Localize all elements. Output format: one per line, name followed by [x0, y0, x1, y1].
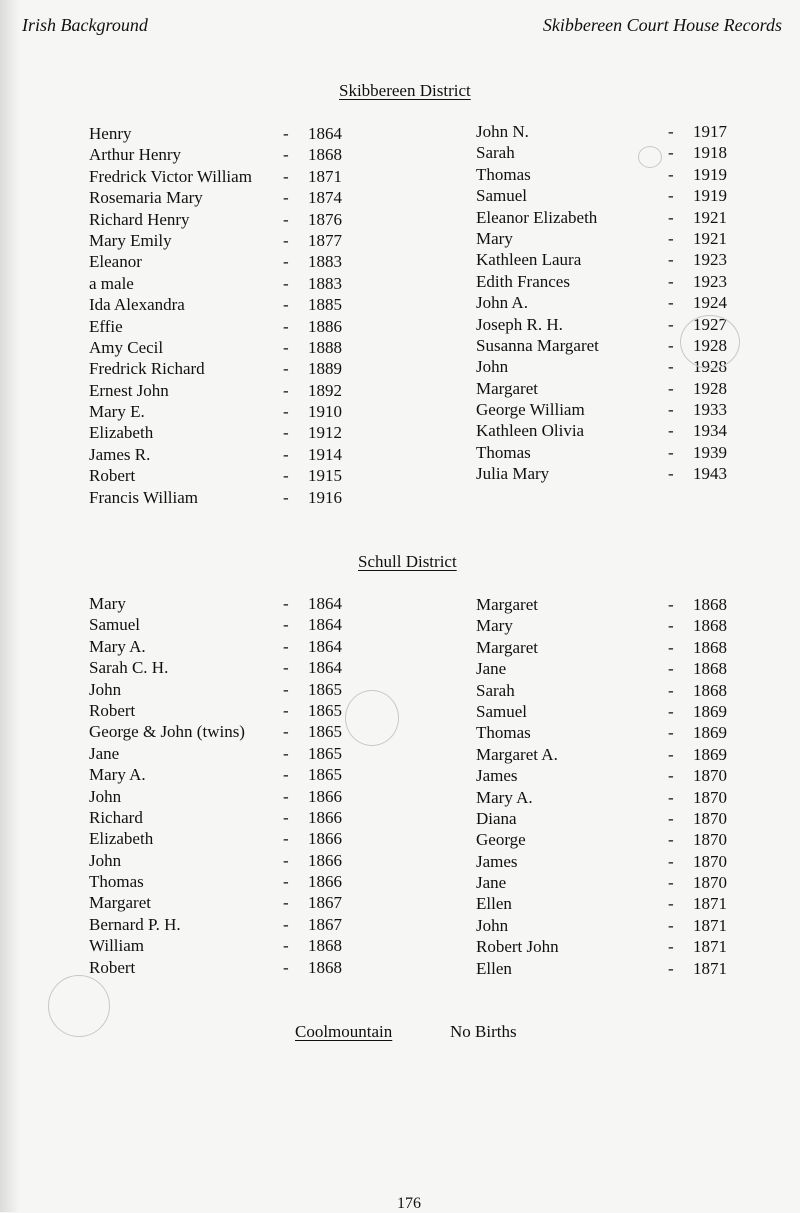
birth-name: George William [476, 400, 585, 420]
birth-year: 1871 [693, 894, 727, 914]
birth-name: Robert John [476, 937, 559, 957]
birth-year: 1864 [308, 615, 342, 635]
birth-name: Margaret [476, 595, 538, 614]
birth-year: 1870 [693, 808, 727, 828]
separator-dash: - [668, 616, 674, 636]
birth-name: Robert [89, 466, 136, 486]
birth-year: 1883 [308, 273, 342, 293]
separator-dash: - [283, 337, 289, 357]
separator-dash: - [283, 807, 289, 827]
separator-dash: - [283, 829, 289, 849]
birth-year: 1876 [308, 209, 342, 229]
separator-dash: - [668, 937, 674, 957]
separator-dash: - [283, 893, 289, 913]
birth-name: Julia Mary [476, 464, 550, 484]
birth-year: 1919 [693, 164, 727, 184]
birth-year: 1866 [308, 807, 342, 827]
separator-dash: - [283, 380, 289, 400]
separator-dash: - [668, 228, 674, 248]
birth-name: Henry [89, 124, 132, 143]
birth-year: 1870 [693, 830, 727, 850]
coolmountain-title: Coolmountain [295, 1022, 393, 1041]
birth-year: 1866 [308, 872, 342, 892]
birth-name: Susanna Margaret [476, 335, 599, 355]
birth-name: Mary E. [89, 402, 145, 422]
separator-dash: - [283, 658, 289, 678]
birth-name: James [476, 766, 518, 786]
separator-dash: - [668, 851, 674, 871]
birth-year: 1870 [693, 766, 727, 786]
separator-dash: - [668, 357, 674, 377]
separator-dash: - [283, 636, 289, 656]
birth-year: 1916 [308, 487, 342, 507]
birth-year: 1910 [308, 402, 342, 422]
birth-year: 1921 [693, 207, 727, 227]
birth-name: Richard Henry [89, 209, 190, 229]
paper-stain [345, 690, 399, 746]
coolmountain-note: No Births [450, 1022, 517, 1041]
birth-year: 1865 [308, 700, 342, 720]
birth-name: Sarah [476, 680, 515, 700]
birth-year: 1928 [693, 357, 727, 377]
separator-dash: - [668, 787, 674, 807]
birth-year: 1877 [308, 230, 342, 250]
birth-name: a male [89, 273, 134, 293]
separator-dash: - [283, 209, 289, 229]
separator-dash: - [668, 164, 674, 184]
birth-name: Edith Frances [476, 271, 570, 291]
separator-dash: - [668, 400, 674, 420]
separator-dash: - [283, 594, 289, 613]
birth-name: Robert [89, 700, 136, 720]
birth-year: 1868 [308, 936, 342, 956]
birth-name: Kathleen Olivia [476, 421, 585, 441]
birth-year: 1939 [693, 442, 727, 462]
separator-dash: - [283, 316, 289, 336]
separator-dash: - [668, 680, 674, 700]
separator-dash: - [668, 894, 674, 914]
birth-year: 1870 [693, 873, 727, 893]
separator-dash: - [283, 936, 289, 956]
separator-dash: - [668, 723, 674, 743]
separator-dash: - [283, 765, 289, 785]
header-right: Skibbereen Court House Records [542, 15, 782, 35]
birth-name: Amy Cecil [89, 337, 164, 357]
birth-name: Joseph R. H. [476, 314, 563, 334]
birth-name: James R. [89, 444, 151, 464]
birth-year: 1885 [308, 295, 342, 315]
separator-dash: - [283, 743, 289, 763]
birth-year: 1864 [308, 594, 342, 613]
birth-year: 1865 [308, 722, 342, 742]
birth-name: Margaret [476, 637, 538, 657]
separator-dash: - [668, 830, 674, 850]
separator-dash: - [668, 701, 674, 721]
separator-dash: - [283, 679, 289, 699]
paper-stain [680, 315, 740, 369]
birth-year: 1933 [693, 400, 727, 420]
birth-name: John [476, 357, 509, 377]
birth-year: 1871 [693, 958, 727, 978]
separator-dash: - [668, 958, 674, 978]
birth-name: James [476, 851, 518, 871]
separator-dash: - [668, 744, 674, 764]
birth-year: 1868 [693, 659, 727, 679]
birth-year: 1864 [308, 658, 342, 678]
birth-name: Margaret [89, 893, 151, 913]
birth-year: 1870 [693, 851, 727, 871]
separator-dash: - [283, 402, 289, 422]
birth-name: Kathleen Laura [476, 250, 582, 270]
birth-year: 1889 [308, 359, 342, 379]
separator-dash: - [668, 186, 674, 206]
birth-year: 1912 [308, 423, 342, 443]
separator-dash: - [283, 230, 289, 250]
separator-dash: - [668, 378, 674, 398]
birth-name: Mary A. [89, 765, 146, 785]
birth-year: 1871 [308, 166, 342, 186]
separator-dash: - [283, 359, 289, 379]
separator-dash: - [668, 421, 674, 441]
birth-name: John A. [476, 293, 528, 313]
birth-name: Samuel [476, 701, 527, 721]
birth-year: 1866 [308, 850, 342, 870]
separator-dash: - [668, 314, 674, 334]
birth-name: Ernest John [89, 380, 169, 400]
separator-dash: - [283, 914, 289, 934]
birth-year: 1868 [308, 145, 342, 165]
birth-name: Mary [476, 228, 513, 248]
birth-year: 1871 [693, 915, 727, 935]
separator-dash: - [668, 335, 674, 355]
birth-year: 1928 [693, 335, 727, 355]
birth-year: 1868 [693, 680, 727, 700]
separator-dash: - [668, 637, 674, 657]
birth-name: Thomas [89, 872, 144, 892]
separator-dash: - [668, 293, 674, 313]
birth-name: Richard [89, 807, 143, 827]
birth-year: 1923 [693, 271, 727, 291]
page-number: 176 [397, 1195, 421, 1212]
birth-year: 1892 [308, 380, 342, 400]
birth-name: Mary [476, 616, 513, 636]
birth-year: 1914 [308, 444, 342, 464]
birth-name: Jane [476, 659, 507, 679]
separator-dash: - [283, 273, 289, 293]
birth-year: 1924 [693, 293, 727, 313]
birth-name: Samuel [476, 186, 527, 206]
separator-dash: - [668, 659, 674, 679]
birth-year: 1921 [693, 228, 727, 248]
separator-dash: - [283, 145, 289, 165]
birth-year: 1865 [308, 679, 342, 699]
birth-name: Jane [476, 873, 507, 893]
birth-year: 1864 [308, 636, 342, 656]
birth-name: George [476, 830, 526, 850]
birth-year: 1919 [693, 186, 727, 206]
birth-name: George & John (twins) [89, 722, 245, 742]
birth-year: 1917 [693, 122, 727, 141]
birth-year: 1868 [693, 616, 727, 636]
birth-name: Margaret [476, 378, 538, 398]
birth-year: 1928 [693, 378, 727, 398]
birth-year: 1923 [693, 250, 727, 270]
birth-year: 1886 [308, 316, 342, 336]
birth-year: 1869 [693, 723, 727, 743]
birth-name: John [89, 786, 122, 806]
separator-dash: - [283, 615, 289, 635]
separator-dash: - [283, 850, 289, 870]
birth-name: Bernard P. H. [89, 914, 181, 934]
birth-name: Eleanor [89, 252, 142, 272]
birth-year: 1865 [308, 765, 342, 785]
birth-year: 1865 [308, 743, 342, 763]
birth-year: 1864 [308, 124, 342, 143]
birth-year: 1888 [308, 337, 342, 357]
separator-dash: - [668, 250, 674, 270]
birth-name: Thomas [476, 164, 531, 184]
birth-year: 1871 [693, 937, 727, 957]
separator-dash: - [283, 444, 289, 464]
birth-name: Diana [476, 808, 517, 828]
birth-year: 1927 [693, 314, 727, 334]
birth-year: 1868 [693, 595, 727, 614]
birth-name: Effie [89, 316, 123, 336]
separator-dash: - [668, 207, 674, 227]
birth-name: Samuel [89, 615, 140, 635]
birth-name: Ellen [476, 894, 512, 914]
header-left: Irish Background [22, 15, 148, 35]
paper-stain [638, 146, 662, 168]
separator-dash: - [668, 915, 674, 935]
separator-dash: - [283, 295, 289, 315]
birth-year: 1869 [693, 701, 727, 721]
birth-name: Ida Alexandra [89, 295, 185, 315]
separator-dash: - [668, 808, 674, 828]
birth-name: Jane [89, 743, 120, 763]
separator-dash: - [283, 466, 289, 486]
birth-name: Fredrick Richard [89, 359, 205, 379]
birth-name: Thomas [476, 442, 531, 462]
birth-name: Sarah C. H. [89, 658, 169, 678]
birth-name: Francis William [89, 487, 199, 507]
birth-name: Rosemaria Mary [89, 188, 203, 208]
paper-stain [48, 975, 110, 1037]
birth-name: Sarah [476, 143, 515, 163]
separator-dash: - [668, 122, 674, 141]
birth-year: 1866 [308, 829, 342, 849]
birth-year: 1868 [308, 957, 342, 977]
birth-name: Margaret A. [476, 744, 558, 764]
skibbereen-district-title: Skibbereen District [339, 81, 471, 100]
birth-name: John [89, 679, 122, 699]
birth-name: Mary [89, 594, 126, 613]
separator-dash: - [668, 442, 674, 462]
birth-name: Arthur Henry [89, 145, 182, 165]
birth-year: 1943 [693, 464, 727, 484]
separator-dash: - [283, 124, 289, 143]
birth-name: John [476, 915, 509, 935]
schull-district-title: Schull District [358, 552, 457, 571]
separator-dash: - [668, 766, 674, 786]
separator-dash: - [283, 786, 289, 806]
separator-dash: - [283, 423, 289, 443]
birth-name: William [89, 936, 145, 956]
birth-year: 1874 [308, 188, 342, 208]
birth-name: Thomas [476, 723, 531, 743]
birth-name: Fredrick Victor William [89, 166, 252, 186]
birth-name: Robert [89, 957, 136, 977]
separator-dash: - [668, 271, 674, 291]
birth-name: Mary A. [476, 787, 533, 807]
separator-dash: - [283, 722, 289, 742]
birth-year: 1867 [308, 914, 342, 934]
separator-dash: - [668, 464, 674, 484]
separator-dash: - [668, 595, 674, 614]
birth-name: Elizabeth [89, 423, 154, 443]
separator-dash: - [283, 957, 289, 977]
birth-name: Ellen [476, 958, 512, 978]
birth-year: 1915 [308, 466, 342, 486]
birth-year: 1918 [693, 143, 727, 163]
birth-name: John [89, 850, 122, 870]
birth-name: Mary A. [89, 636, 146, 656]
birth-year: 1883 [308, 252, 342, 272]
separator-dash: - [283, 872, 289, 892]
birth-name: Eleanor Elizabeth [476, 207, 598, 227]
separator-dash: - [283, 487, 289, 507]
birth-year: 1868 [693, 637, 727, 657]
birth-year: 1934 [693, 421, 727, 441]
birth-year: 1866 [308, 786, 342, 806]
binding-shadow [0, 0, 20, 1212]
separator-dash: - [283, 188, 289, 208]
separator-dash: - [668, 143, 674, 163]
separator-dash: - [283, 700, 289, 720]
birth-name: Elizabeth [89, 829, 154, 849]
separator-dash: - [668, 873, 674, 893]
separator-dash: - [283, 166, 289, 186]
birth-year: 1867 [308, 893, 342, 913]
birth-name: Mary Emily [89, 230, 172, 250]
birth-year: 1870 [693, 787, 727, 807]
birth-name: John N. [476, 122, 529, 141]
separator-dash: - [283, 252, 289, 272]
birth-year: 1869 [693, 744, 727, 764]
